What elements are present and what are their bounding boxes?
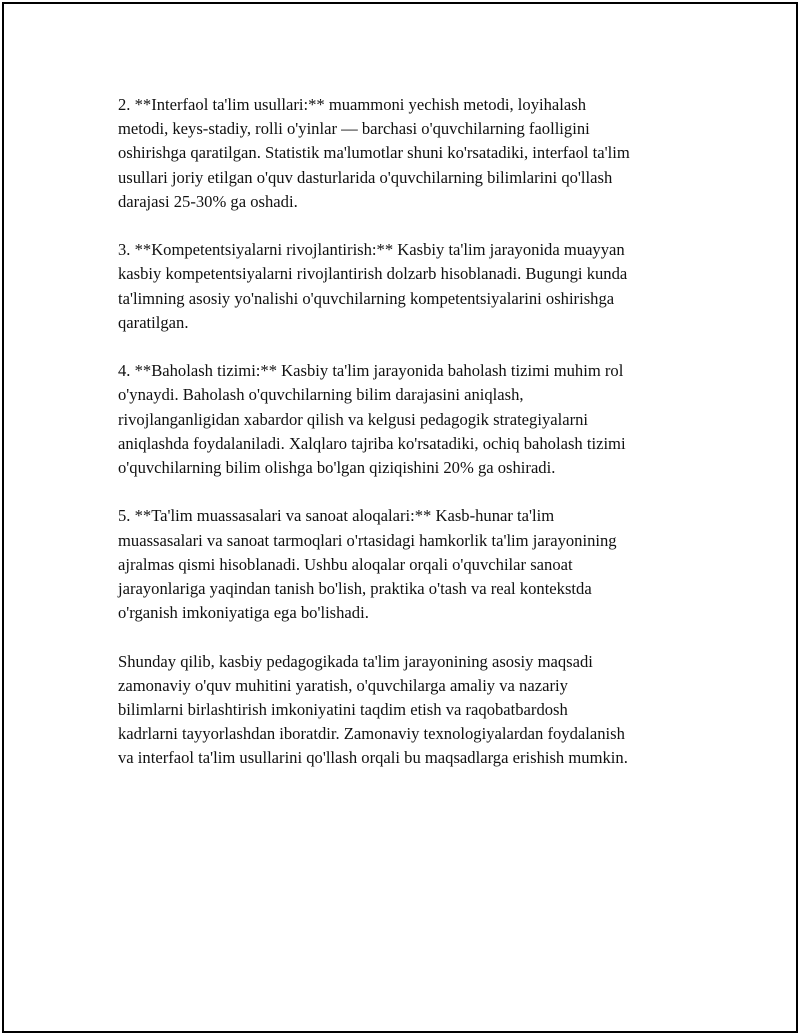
paragraph-kompetentsiyalarni-rivojlantirish: 3. **Kompetentsiyalarni rivojlantirish:** Kasbiy ta'lim jarayonida muayyan kasbiy kompetentsiyalarni rivojlantirish dolzarb hisoblanadi. Bugungi kunda ta'limning asosiy yo'nalishi o'quvchilarning kompetentsiyalarini oshirishga qaratilgan.	[118, 240, 628, 332]
paragraph-conclusion: Shunday qilib, kasbiy pedagogikada ta'lim jarayonining asosiy maqsadi zamonaviy o'quv muhitini yaratish, o'quvchilarga amaliy va nazariy bilimlarni birlashtirish imkoniyatini taqdim etish va raqobatbardosh kadrlarni tayyorlashdan iboratdir. Zamonaviy texnologiyalardan foydalanish va interfaol ta'lim usullarini qo'llash orqali bu maqsadlarga erishish mumkin.	[118, 651, 628, 768]
paragraph-interfaol-talim-usullari: 2. **Interfaol ta'lim usullari:** muammoni yechish metodi, loyihalash metodi, keys-stadiy, rolli o'yinlar — barchasi o'quvchilarning faolligini oshirishga qaratilgan. Statistik ma'lumotlar shuni ko'rsatadiki, interfaol ta'lim usullari joriy etilgan o'quv dasturlarida o'quvchilarning bilimlarini qo'llash darajasi 25-30% ga oshadi.	[118, 95, 630, 211]
paragraph-talim-muassasalari-sanoat: 5. **Ta'lim muassasalari va sanoat aloqalari:** Kasb-hunar ta'lim muassasalari va sanoat tarmoqlari o'rtasidagi hamkorlik ta'lim jarayonining ajralmas qismi hisoblanadi. Ushbu aloqalar orqali o'quvchilar sanoat jarayonlariga yaqindan tanish bo'lish, praktika o'tash va real kontekstda o'rganish imkoniyatiga ega bo'lishadi.	[118, 506, 617, 623]
document-body	[118, 93, 698, 795]
paragraph-baholash-tizimi: 4. **Baholash tizimi:** Kasbiy ta'lim jarayonida baholash tizimi muhim rol o'ynaydi. Baholash o'quvchilarning bilim darajasini aniqlash, rivojlanganligidan xabardor qilish va kelgusi pedagogik strategiyalarni aniqlashda foydalaniladi. Xalqlaro tajriba ko'rsatadiki, ochiq baholash tizimi o'quvchilarning bilim olishga bo'lgan qiziqishini 20% ga oshiradi.	[118, 361, 626, 478]
